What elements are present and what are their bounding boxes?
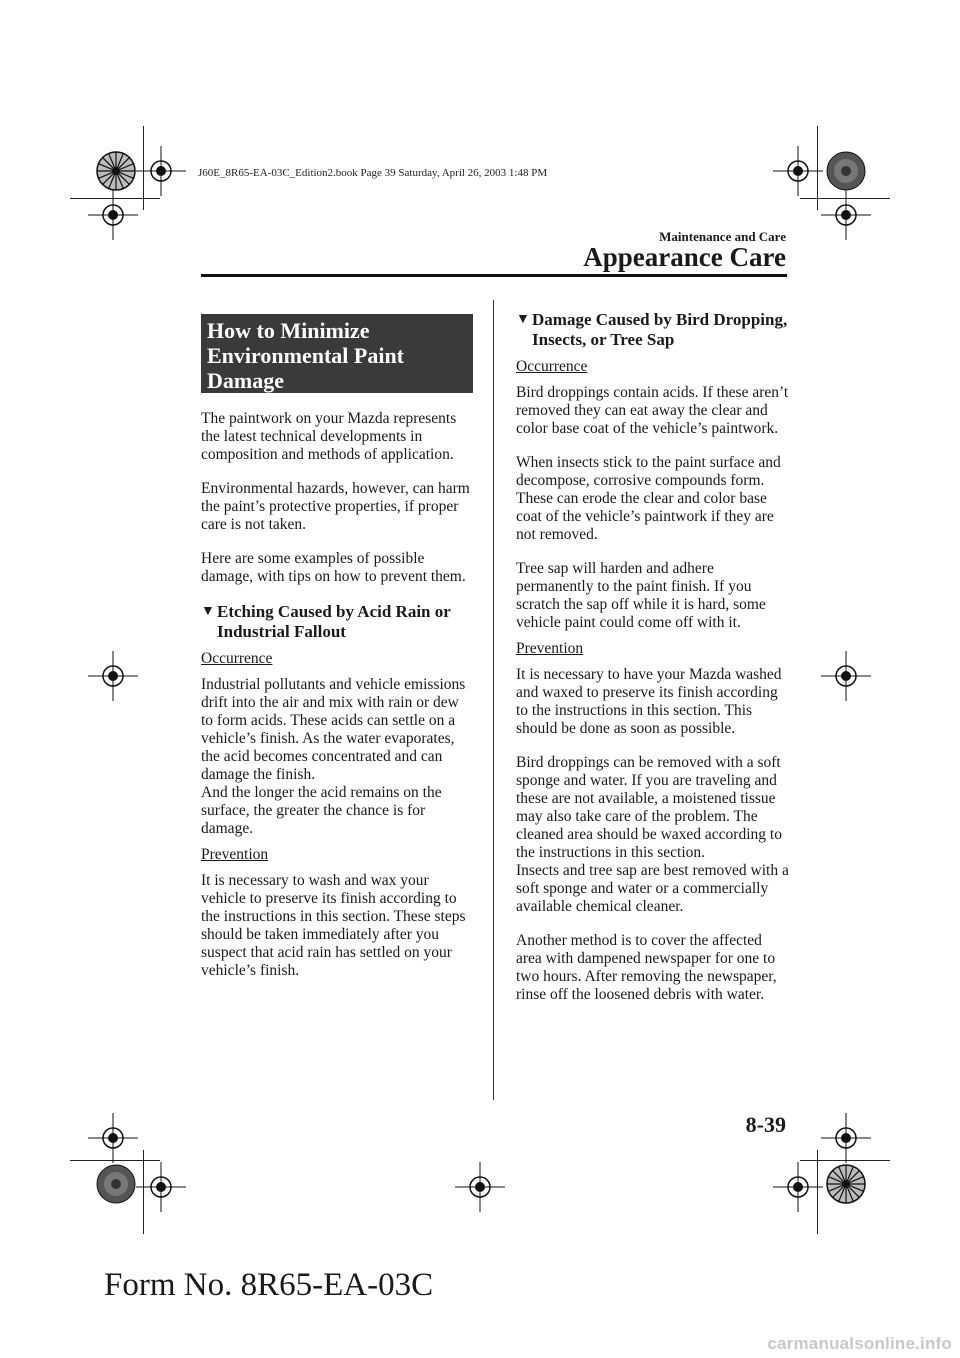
registration-crosshair-icon	[773, 146, 823, 196]
registration-crosshair-icon	[821, 190, 871, 240]
page-title: Appearance Care	[583, 242, 786, 272]
form-number: Form No. 8R65-EA-03C	[104, 1267, 434, 1303]
left-column	[201, 314, 473, 996]
intro-paragraph: Environmental hazards, however, can harm the paint’s protective properties, if proper care is not taken.	[201, 480, 470, 533]
page-number: 8-39	[745, 1112, 786, 1137]
right-column	[516, 310, 790, 1020]
prevention-label: Prevention	[201, 846, 269, 863]
triangle-bullet-icon: ▼	[516, 312, 530, 327]
triangle-bullet-icon: ▼	[201, 604, 215, 619]
occurrence-paragraph: Bird droppings contain acids. If these aren’t removed they can eat away the clear and color base coat of the vehicle’s paintwork.	[516, 384, 789, 437]
prevention-paragraph: It is necessary to have your Mazda washed and waxed to preserve its finish according to the instructions in this section. This should be done as soon as possible.	[516, 666, 782, 737]
prevention-paragraph: Bird droppings can be removed with a soft sponge and water. If you are traveling and these are not available, a moistened tissue may also take care of the problem. The cleaned area should be waxed according to the instructions in this section.	[516, 754, 782, 861]
occurrence-paragraph: When insects stick to the paint surface and decompose, corrosive compounds form. These can erode the clear and color base coat of the vehicle’s paintwork if they are not removed.	[516, 454, 781, 543]
subsection-heading-text: Etching Caused by Acid Rain or Industrial Fallout	[217, 602, 451, 641]
occurrence-paragraph: Tree sap will harden and adhere permanently to the paint finish. If you scratch the sap off while it is hard, some vehicle paint could come off with it.	[516, 560, 766, 631]
column-divider	[493, 300, 494, 1100]
book-info-line: J60E_8R65-EA-03C_Edition2.book Page 39 Saturday, April 26, 2003 1:48 PM	[198, 167, 548, 179]
registration-crosshair-icon	[88, 651, 138, 701]
banner-line: How to Minimize	[207, 318, 370, 343]
prevention-paragraph: Another method is to cover the affected area with dampened newspaper for one to two hours. After removing the newspaper, rinse off the loosened debris with water.	[516, 932, 777, 1003]
intro-paragraph: Here are some examples of possible damage, with tips on how to prevent them.	[201, 550, 466, 585]
registration-crosshair-icon	[88, 190, 138, 240]
prevention-paragraph: It is necessary to wash and wax your vehicle to preserve its finish according to the instructions in this section. These steps should be taken immediately after you suspect that acid rain has settled on your vehicle’s finish.	[201, 872, 466, 979]
registration-crosshair-icon	[821, 651, 871, 701]
occurrence-paragraph: Industrial pollutants and vehicle emissions drift into the air and mix with rain or dew to form acids. These acids can settle on a vehicle’s finish. As the water evaporates, the acid becomes concentrated and can damage the finish.	[201, 676, 466, 783]
intro-paragraph: The paintwork on your Mazda represents the latest technical developments in composition and methods of application.	[201, 410, 457, 463]
occurrence-label: Occurrence	[201, 650, 273, 667]
subsection-heading	[201, 602, 473, 642]
subsection-heading	[516, 310, 790, 350]
registration-crosshair-icon	[821, 1113, 871, 1163]
registration-gray-circle-icon	[96, 1164, 136, 1204]
registration-crosshair-icon	[136, 1162, 186, 1212]
prevention-paragraph: Insects and tree sap are best removed with a soft sponge and water or a commercially available chemical cleaner.	[516, 862, 789, 915]
registration-star-icon	[826, 1164, 866, 1204]
watermark: carmanualsonline.info	[767, 1334, 952, 1353]
registration-crosshair-icon	[88, 1113, 138, 1163]
registration-crosshair-icon	[136, 146, 186, 196]
prevention-label: Prevention	[516, 640, 584, 657]
header-rule	[201, 274, 787, 277]
section-name: Maintenance and Care	[659, 229, 786, 244]
banner-line: Environmental Paint	[207, 343, 405, 368]
subsection-heading-text: Damage Caused by Bird Dropping, Insects, or Tree Sap	[532, 310, 788, 349]
occurrence-label: Occurrence	[516, 358, 588, 375]
occurrence-paragraph: And the longer the acid remains on the surface, the greater the chance is for damage.	[201, 784, 442, 837]
registration-crosshair-icon	[455, 1162, 505, 1212]
section-banner	[201, 314, 473, 393]
registration-star-icon	[96, 151, 136, 191]
banner-line: Damage	[207, 368, 284, 393]
registration-gray-circle-icon	[826, 151, 866, 191]
registration-crosshair-icon	[773, 1162, 823, 1212]
